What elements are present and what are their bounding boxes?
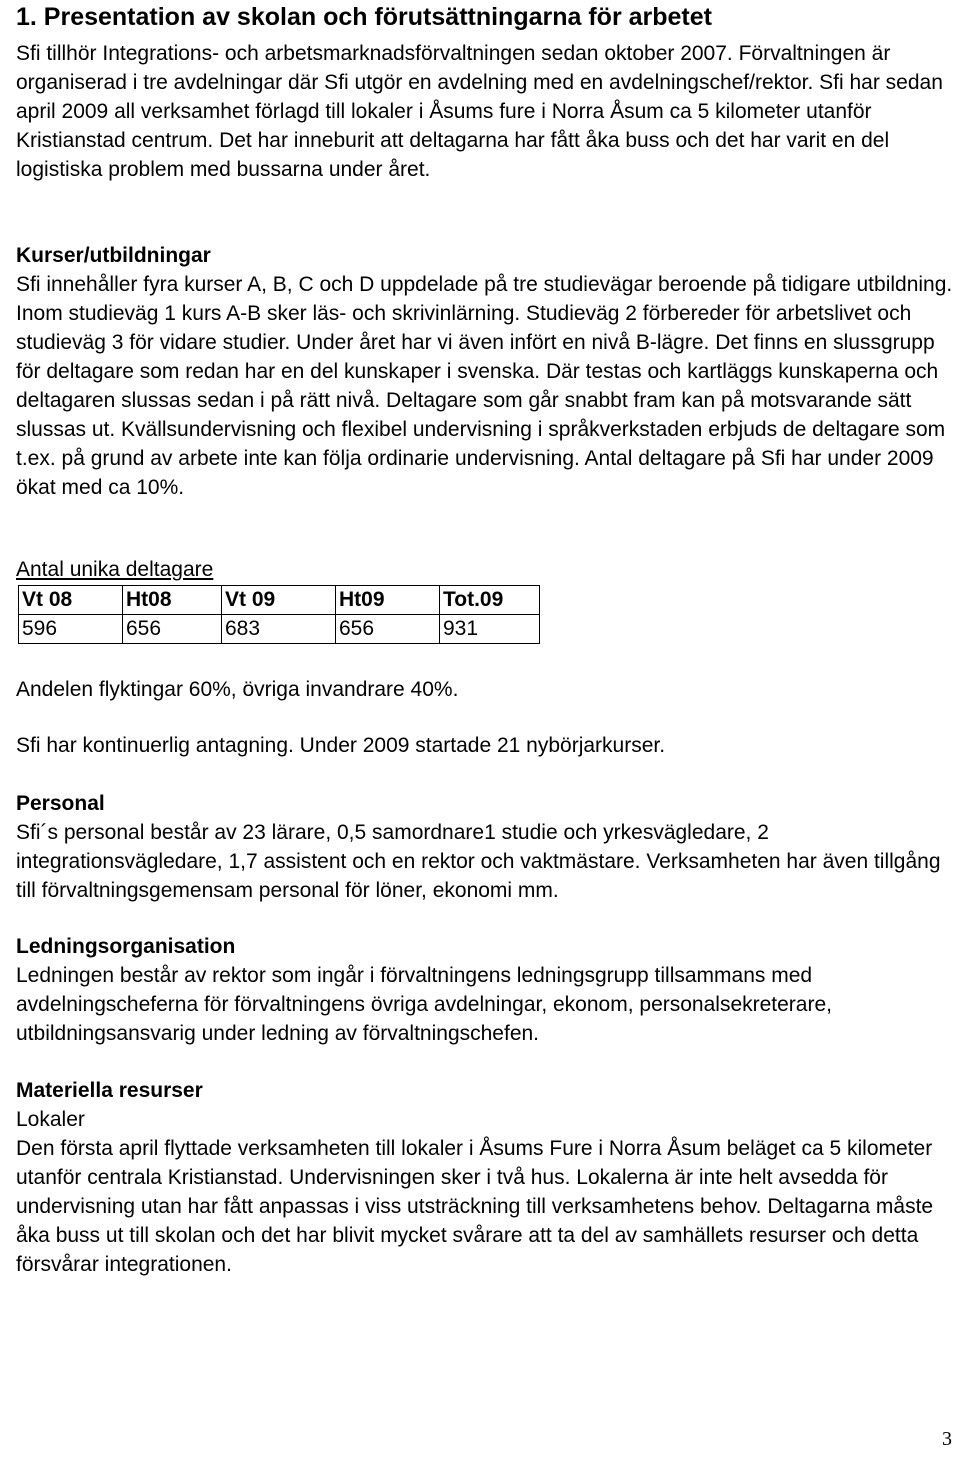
management-heading: Ledningsorganisation bbox=[16, 935, 236, 958]
courses-section bbox=[16, 241, 956, 502]
table-header-cell: Ht09 bbox=[336, 586, 440, 615]
participants-caption-block bbox=[16, 555, 956, 584]
table-header-cell: Vt 08 bbox=[19, 586, 123, 615]
participants-table bbox=[18, 585, 540, 644]
table-row bbox=[19, 615, 540, 644]
personnel-section bbox=[16, 789, 956, 905]
resources-section bbox=[16, 1076, 956, 1279]
table-cell: 656 bbox=[336, 615, 440, 644]
management-section bbox=[16, 932, 956, 1048]
resources-subheading: Lokaler bbox=[16, 1108, 85, 1131]
personnel-heading: Personal bbox=[16, 792, 105, 815]
table-cell: 683 bbox=[222, 615, 336, 644]
table-cell: 656 bbox=[123, 615, 222, 644]
admission-text: Sfi har kontinuerlig antagning. Under 2009 startade 21 nybörjarkurser. bbox=[16, 734, 666, 757]
table-header-row bbox=[19, 586, 540, 615]
refugees-text: Andelen flyktingar 60%, övriga invandrare 40%. bbox=[16, 678, 459, 701]
courses-text: Sfi innehåller fyra kurser A, B, C och D uppdelade på tre studievägar beroende på tidigare utbildning. Inom studieväg 1 kurs A-B sker läs- och skrivinlärning. Studieväg 2 förbereder för arbetslivet och studieväg 3 för vidare studier. Under året har vi även infört en nivå B-lägre. Det finns en slussgrupp för deltagare som redan har en del kunskaper i svenska. Där testas och kartläggs kunskaperna och deltagaren slussas sedan i på rätt nivå. Deltagare som går snabbt fram kan på motsvarande sätt slussas ut. Kvällsundervisning och flexibel undervisning i språkverkstaden erbjuds de deltagare som t.ex. på grund av arbete inte kan följa ordinarie undervisning. Antal deltagare på Sfi har under 2009 ökat med ca 10%. bbox=[16, 273, 953, 499]
table-cell: 596 bbox=[19, 615, 123, 644]
management-text: Ledningen består av rektor som ingår i förvaltningens ledningsgrupp tillsammans med avdelningscheferna för förvaltningens övriga avdelningar, ekonom, personalsekreterare, utbildningsansvarig under ledning av förvaltningschefen. bbox=[16, 964, 832, 1045]
intro-text: Sfi tillhör Integrations- och arbetsmarknadsförvaltningen sedan oktober 2007. Förvaltningen är organiserad i tre avdelningar där Sfi utgör en avdelning med en avdelningschef/rektor. Sfi har sedan april 2009 all verksamhet förlagd till lokaler i Åsums fure i Norra Åsum ca 5 kilometer utanför Kristianstad centrum. Det har inneburit att deltagarna har fått åka buss och det har varit en del logistiska problem med bussarna under året. bbox=[16, 42, 943, 181]
personnel-text: Sfi´s personal består av 23 lärare, 0,5 samordnare1 studie och yrkesvägledare, 2 integrationsvägledare, 1,7 assistent och en rektor och vaktmästare. Verksamheten har även tillgång till förvaltningsgemensam personal för löner, ekonomi mm. bbox=[16, 821, 941, 902]
page-number: 3 bbox=[942, 1428, 952, 1450]
intro-paragraph bbox=[16, 39, 956, 184]
refugees-paragraph bbox=[16, 675, 956, 704]
courses-heading: Kurser/utbildningar bbox=[16, 244, 211, 267]
resources-heading: Materiella resurser bbox=[16, 1079, 203, 1102]
admission-paragraph bbox=[16, 731, 956, 760]
table-header-cell: Tot.09 bbox=[440, 586, 540, 615]
participants-caption: Antal unika deltagare bbox=[16, 558, 214, 581]
table-header-cell: Ht08 bbox=[123, 586, 222, 615]
section-heading: 1. Presentation av skolan och förutsättningarna för arbetet bbox=[16, 3, 712, 31]
table-cell: 931 bbox=[440, 615, 540, 644]
table-header-cell: Vt 09 bbox=[222, 586, 336, 615]
resources-text: Den första april flyttade verksamheten till lokaler i Åsums Fure i Norra Åsum beläget ca 5 kilometer utanför centrala Kristianstad. Undervisningen sker i två hus. Lokalerna är inte helt avsedda för undervisning utan har fått anpassas i viss utsträckning till verksamhetens behov. Deltagarna måste åka buss ut till skolan och det har blivit mycket svårare att ta del av samhällets resurser och detta försvårar integrationen. bbox=[16, 1137, 934, 1276]
